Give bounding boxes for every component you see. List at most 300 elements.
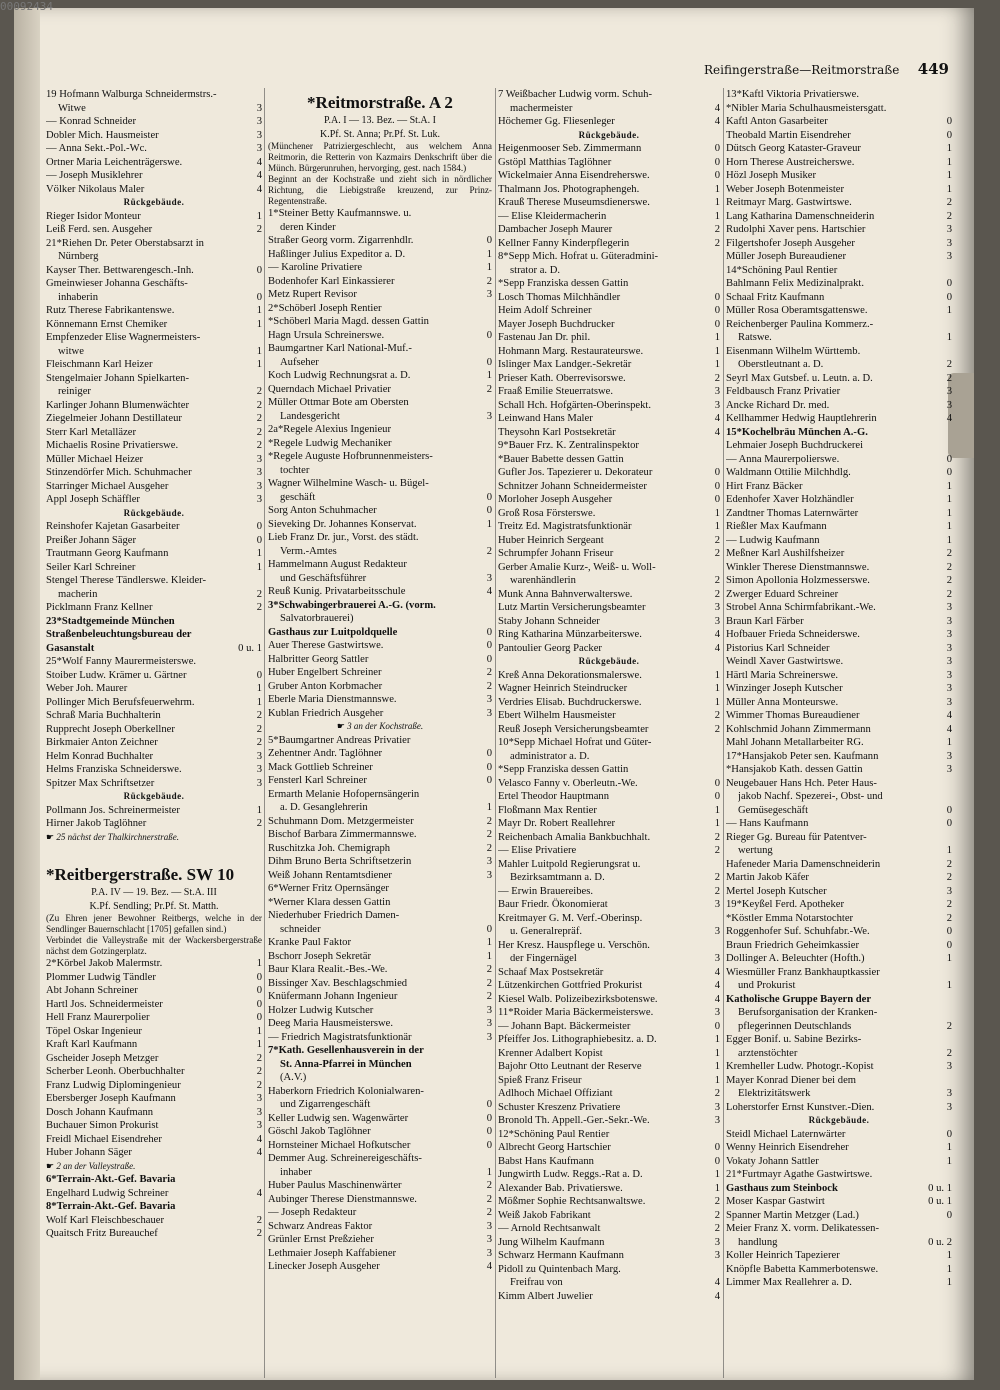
directory-entry <box>498 817 720 831</box>
directory-entry <box>726 1263 952 1277</box>
floor-number: 0 <box>714 467 720 478</box>
directory-entry <box>268 1044 492 1058</box>
floor-number: 0 <box>486 748 492 759</box>
entry-text: Gufler Jos. Tapezierer u. Dekorateur <box>498 467 653 478</box>
floor-number <box>948 102 952 116</box>
floor-number <box>488 464 492 478</box>
pointing-hand-icon: ☛ <box>46 1160 55 1171</box>
pointing-hand-icon: ☛ <box>336 721 345 731</box>
directory-entry <box>498 763 720 777</box>
entry-text: Stengel Therese Tändlerswe. Kleider- <box>46 575 207 586</box>
entry-text: inhaber <box>280 1166 312 1178</box>
directory-entry <box>726 1195 952 1209</box>
directory-entry <box>268 828 492 842</box>
directory-entry <box>268 1193 492 1207</box>
directory-entry <box>498 979 720 993</box>
entry-text: Querndach Michael Privatier <box>268 383 391 395</box>
entry-text: Müller Joseph Bureaudiener <box>726 251 847 262</box>
floor-number: 1 <box>946 1142 952 1153</box>
directory-entry <box>498 1249 720 1263</box>
directory-entry <box>268 923 492 937</box>
directory-entry <box>46 669 262 683</box>
floor-number: 3 <box>714 1250 720 1261</box>
floor-number: 1 <box>946 143 952 154</box>
floor-number: 3 <box>486 869 492 881</box>
floor-number: 4 <box>946 723 952 735</box>
entry-text: Schaaf Max Postsekretär <box>498 966 604 978</box>
floor-number: 2 <box>486 842 492 854</box>
floor-number <box>948 264 952 278</box>
directory-entry <box>46 547 262 561</box>
column-1 <box>46 88 262 1241</box>
binding-gutter <box>14 8 40 1380</box>
floor-number: 3 <box>946 399 952 411</box>
floor-number: 1 <box>946 1263 952 1275</box>
entry-text: Pistorius Karl Schneider <box>726 642 830 654</box>
directory-entry <box>498 898 720 912</box>
floor-number: 2 <box>714 372 720 384</box>
directory-entry <box>46 237 262 251</box>
entry-text: Dollinger A. Beleuchter (Hofth.) <box>726 953 865 964</box>
directory-entry <box>46 210 262 224</box>
directory-entry <box>498 723 720 737</box>
directory-entry <box>268 1058 492 1072</box>
floor-number: 1 <box>714 210 720 222</box>
floor-number: 0 <box>486 1139 492 1151</box>
entry-text: *Sepp Franziska dessen Gattin <box>498 764 629 775</box>
entry-text: Müller Rosa Oberamtsgattenswe. <box>726 305 868 316</box>
directory-entry <box>498 304 720 318</box>
directory-entry <box>268 234 492 248</box>
floor-number: 1 <box>714 183 720 195</box>
floor-number: 1 <box>946 953 952 964</box>
entry-text: Göschl Jakob Taglöhner <box>268 1126 371 1137</box>
floor-number <box>716 939 720 953</box>
directory-entry <box>268 707 492 721</box>
street-route: Beginnt an der Kochstraße und zieht sich in nördlicher Richtung, die Liebigstraße kreuzend, zur Prinz-Regentenstraße. <box>268 174 492 206</box>
directory-entry <box>46 453 262 467</box>
floor-number: 0 <box>946 129 952 141</box>
directory-entry <box>46 655 262 669</box>
directory-entry <box>268 1031 492 1045</box>
entry-text: Kreitmayer G. M. Verf.-Oberinsp. <box>498 912 643 924</box>
floor-number: 0 <box>256 264 262 276</box>
floor-number: 0 <box>946 467 952 478</box>
floor-number: 3 <box>714 1007 720 1018</box>
entry-text: Helms Franziska Schneiderswe. <box>46 764 182 775</box>
floor-number: 0 <box>946 453 952 465</box>
floor-number: 0 <box>486 356 492 368</box>
entry-text: Hofbauer Frieda Schneiderswe. <box>726 629 860 640</box>
floor-number: 2 <box>714 534 720 546</box>
entry-text: Spanner Martin Metzger (Lad.) <box>726 1209 859 1221</box>
directory-entry <box>726 1020 952 1034</box>
floor-number: 4 <box>714 413 720 424</box>
directory-entry <box>498 453 720 467</box>
entry-text: jakob Nachf. Spezerei-, Obst- und <box>738 791 883 802</box>
floor-number <box>488 1085 492 1099</box>
directory-entry <box>46 588 262 602</box>
entry-text: Treitz Ed. Magistratsfunktionär <box>498 521 632 532</box>
entry-text: Feldbausch Franz Privatier <box>726 386 841 397</box>
entry-text: wertung <box>738 845 773 856</box>
floor-number: 3 <box>946 696 952 708</box>
directory-entry <box>46 601 262 615</box>
entry-text: Kimm Albert Juwelier <box>498 1290 593 1302</box>
note-text: 2 an der Valleystraße. <box>56 1160 136 1171</box>
floor-number: 2 <box>256 602 262 613</box>
entry-text: Empfenzeder Elise Wagnermeisters- <box>46 332 201 343</box>
floor-number <box>948 318 952 332</box>
entry-text: Thalmann Jos. Photographengeh. <box>498 183 640 195</box>
floor-number: 2 <box>714 1196 720 1207</box>
directory-entry <box>268 248 492 262</box>
floor-number <box>488 558 492 572</box>
directory-entry <box>268 869 492 883</box>
entry-text: — Elise Kleidermacherin <box>498 210 607 222</box>
directory-entry <box>498 844 720 858</box>
entry-text: Babst Hans Kaufmann <box>498 1155 594 1167</box>
floor-number: 0 <box>714 170 720 181</box>
floor-number: 2 <box>946 588 952 600</box>
entry-text: Verdries Elisab. Buchdruckerswe. <box>498 696 642 708</box>
directory-entry <box>268 963 492 977</box>
directory-entry <box>498 696 720 710</box>
entry-text: Wagner Wilhelmine Wasch- u. Bügel- <box>268 478 429 489</box>
directory-entry <box>726 237 952 251</box>
floor-number: 3 <box>486 410 492 422</box>
directory-entry <box>268 356 492 370</box>
directory-entry <box>268 896 492 910</box>
floor-number: 2 <box>714 845 720 856</box>
directory-entry <box>268 1071 492 1085</box>
entry-text: Koller Heinrich Tapezierer <box>726 1250 840 1261</box>
floor-number: 3 <box>946 224 952 235</box>
entry-text: Hornsteiner Michael Hofkutscher <box>268 1139 411 1151</box>
floor-number: 1 <box>714 1074 720 1086</box>
entry-text: Jungwirth Ludw. Reggs.-Rat a. D. <box>498 1169 643 1180</box>
entry-text: Salvatorbrauerei) <box>280 613 354 624</box>
entry-text: Müller Anna Monteurswe. <box>726 696 839 708</box>
entry-text: Appl Joseph Schäffler <box>46 494 140 505</box>
directory-entry <box>268 1247 492 1261</box>
floor-number: 3 <box>946 885 952 897</box>
floor-number: 0 <box>946 291 952 303</box>
entry-text: Mahler Luitpold Regierungsrat u. <box>498 858 641 870</box>
directory-entry <box>498 1222 720 1236</box>
floor-number: 2 <box>256 413 262 424</box>
directory-entry <box>268 531 492 545</box>
floor-number: 1 <box>486 370 492 381</box>
directory-entry <box>726 709 952 723</box>
floor-number: 4 <box>714 980 720 991</box>
directory-entry <box>726 925 952 939</box>
floor-number <box>716 736 720 750</box>
directory-entry <box>726 696 952 710</box>
directory-entry <box>726 196 952 210</box>
floor-number <box>488 450 492 464</box>
entry-text: Kiesel Walb. Polizeibezirksbotenswe. <box>498 993 658 1005</box>
directory-entry <box>726 1222 952 1236</box>
directory-entry <box>498 669 720 683</box>
directory-entry <box>46 763 262 777</box>
floor-number: 1 <box>486 950 492 962</box>
directory-entry <box>726 534 952 548</box>
directory-entry <box>46 709 262 723</box>
entry-text: Berufsorganisation der Kranken- <box>738 1007 878 1018</box>
directory-entry <box>498 1141 720 1155</box>
floor-number: 2 <box>946 359 952 370</box>
directory-entry <box>498 1195 720 1209</box>
directory-entry <box>498 1128 720 1142</box>
floor-number: 1 <box>486 1166 492 1178</box>
floor-number: 2 <box>486 977 492 989</box>
entry-text: 7 Weißbacher Ludwig vorm. Schuh- <box>498 89 652 100</box>
entry-text: *Sepp Franziska dessen Gattin <box>498 278 629 289</box>
entry-list <box>268 734 492 1274</box>
entry-text: Her Kresz. Hauspflege u. Verschön. <box>498 939 650 951</box>
entry-text: Kranke Paul Faktor <box>268 937 351 948</box>
floor-number: 0 u. 1 <box>928 1196 952 1207</box>
entry-text: Schrumpfer Johann Friseur <box>498 548 614 559</box>
directory-entry <box>726 412 952 426</box>
floor-number: 1 <box>256 804 262 816</box>
floor-number: 3 <box>714 602 720 613</box>
directory-entry <box>46 399 262 413</box>
entry-text: Müller Michael Heizer <box>46 453 144 465</box>
floor-number: 3 <box>256 102 262 114</box>
directory-entry <box>46 426 262 440</box>
entry-text: Krauß Therese Museumsdienerswe. <box>498 197 650 208</box>
entry-text: Koch Ludwig Rechnungsrat a. D. <box>268 370 411 381</box>
entry-text: Baur Klara Realit.-Bes.-We. <box>268 964 388 975</box>
column-3 <box>498 88 720 1303</box>
floor-number: 1 <box>256 958 262 969</box>
directory-entry <box>268 207 492 221</box>
directory-entry <box>726 426 952 440</box>
entry-text: Fastenau Jan Dr. phil. <box>498 332 591 343</box>
floor-number: 2 <box>256 588 262 600</box>
directory-entry <box>268 558 492 572</box>
floor-number: 3 <box>256 116 262 127</box>
entry-text: Zwerger Eduard Schreiner <box>726 588 839 600</box>
directory-entry <box>268 396 492 410</box>
floor-number: 1 <box>714 345 720 357</box>
entry-text: handlung <box>738 1236 778 1248</box>
entry-text: Kohlschmid Johann Zimmermann <box>726 723 871 735</box>
directory-entry <box>268 855 492 869</box>
entry-text: Völker Nikolaus Maler <box>46 183 145 195</box>
floor-number: 3 <box>486 707 492 719</box>
floor-number: 2 <box>714 548 720 559</box>
floor-number <box>948 1222 952 1236</box>
floor-number: 2 <box>714 831 720 843</box>
directory-entry <box>46 304 262 318</box>
directory-entry <box>726 1060 952 1074</box>
entry-text: Kremheller Ludw. Photogr.-Kopist <box>726 1061 874 1072</box>
floor-number: 0 <box>946 804 952 816</box>
entry-text: 5*Baumgartner Andreas Privatier <box>268 734 411 746</box>
entry-text: Weiß Jakob Fabrikant <box>498 1209 591 1221</box>
entry-text: Reuß Joseph Versicherungsbeamter <box>498 723 649 735</box>
floor-number <box>258 1200 262 1214</box>
scan-id: 00092434 <box>0 0 53 13</box>
directory-entry <box>498 939 720 953</box>
entry-text: 8*Terrain-Akt.-Gef. Bavaria <box>46 1201 176 1212</box>
entry-text: Gscheider Joseph Metzger <box>46 1052 159 1064</box>
directory-entry <box>726 885 952 899</box>
directory-entry <box>726 547 952 561</box>
directory-entry <box>498 628 720 642</box>
entry-text: Ruschitzka Joh. Chemigraph <box>268 842 391 854</box>
entry-text: Aubinger Therese Dienstmannswe. <box>268 1193 417 1205</box>
entry-text: Seyrl Max Gutsbef. u. Leutn. a. D. <box>726 372 873 384</box>
directory-entry <box>498 156 720 170</box>
floor-number <box>258 615 262 629</box>
entry-text: Pollmann Jos. Schreinermeister <box>46 804 180 816</box>
directory-entry <box>726 763 952 777</box>
section-label: Rückgebäude. <box>123 197 185 207</box>
entry-text: Hözl Joseph Musiker <box>726 170 817 181</box>
entry-list <box>46 88 262 831</box>
directory-entry <box>726 466 952 480</box>
floor-number: 1 <box>946 980 952 991</box>
entry-text: Ertel Theodor Hauptmann <box>498 791 610 802</box>
floor-number: 1 <box>714 696 720 708</box>
directory-entry <box>498 277 720 291</box>
floor-number: 2 <box>714 588 720 600</box>
directory-entry <box>726 493 952 507</box>
floor-number: 2 <box>256 1079 262 1091</box>
directory-entry <box>498 574 720 588</box>
directory-entry <box>498 115 720 129</box>
directory-entry <box>726 1249 952 1263</box>
directory-entry <box>726 453 952 467</box>
directory-entry <box>726 682 952 696</box>
entry-text: Schwarz Andreas Faktor <box>268 1220 373 1232</box>
entry-text: Engelhard Ludwig Schreiner <box>46 1187 169 1199</box>
entry-text: Leiß Ferd. sen. Ausgeher <box>46 224 153 235</box>
directory-entry <box>726 871 952 885</box>
directory-entry <box>726 1276 952 1290</box>
entry-text: Verm.-Amtes <box>280 545 337 557</box>
directory-entry <box>498 331 720 345</box>
floor-number: 2 <box>256 1052 262 1064</box>
entry-text: Spieß Franz Friseur <box>498 1074 582 1086</box>
floor-number: 0 <box>714 791 720 802</box>
floor-number: 2 <box>946 372 952 384</box>
directory-entry <box>498 777 720 791</box>
entry-text: Höchemer Gg. Fliesenleger <box>498 116 615 127</box>
entry-text: 6*Terrain-Akt.-Gef. Bavaria <box>46 1174 176 1185</box>
directory-entry <box>46 615 262 629</box>
directory-entry <box>498 885 720 899</box>
entry-text: Krenner Adalbert Kopist <box>498 1047 603 1059</box>
entry-text: machermeister <box>510 102 573 114</box>
entry-text: Demmer Aug. Schreinereigeschäfts- <box>268 1153 422 1164</box>
directory-entry <box>46 750 262 764</box>
entry-text: tochter <box>280 464 310 476</box>
directory-entry <box>46 817 262 831</box>
floor-number: 2 <box>714 1088 720 1099</box>
entry-text: Moser Kaspar Gastwirt <box>726 1196 825 1207</box>
entry-text: Gstöpl Matthias Taglöhner <box>498 156 612 168</box>
floor-number: 3 <box>946 656 952 667</box>
floor-number: 3 <box>946 1088 952 1099</box>
directory-entry <box>46 957 262 971</box>
directory-entry <box>498 534 720 548</box>
entry-text: Hirner Jakob Taglöhner <box>46 818 147 829</box>
entry-text: 1*Steiner Betty Kaufmannswe. u. <box>268 208 412 219</box>
directory-entry <box>46 372 262 386</box>
directory-page <box>14 8 974 1380</box>
entry-text: Neugebauer Hans Hch. Peter Haus- <box>726 777 877 789</box>
floor-number: 3 <box>946 615 952 627</box>
entry-text: *Hansjakob Kath. dessen Gattin <box>726 764 863 775</box>
entry-text: Mayer Konrad Diener bei dem <box>726 1074 857 1086</box>
floor-number: 0 <box>486 1099 492 1110</box>
directory-entry <box>46 520 262 534</box>
floor-number: 2 <box>486 275 492 287</box>
entry-text: Starringer Michael Ausgeher <box>46 480 169 492</box>
entry-text: Knüfermann Johann Ingenieur <box>268 991 398 1002</box>
entry-text: Kreß Anna Dekorationsmalerswe. <box>498 669 642 681</box>
section-label: Rückgebäude. <box>808 1115 870 1125</box>
directory-entry <box>726 601 952 615</box>
directory-entry <box>498 993 720 1007</box>
entry-text: Alexander Bab. Privatierswe. <box>498 1182 623 1194</box>
floor-number: 1 <box>256 696 262 708</box>
directory-entry <box>498 223 720 237</box>
floor-number <box>948 993 952 1007</box>
entry-text: Theobald Martin Eisendreher <box>726 129 851 141</box>
directory-entry <box>726 723 952 737</box>
floor-number: 1 <box>256 359 262 370</box>
directory-entry <box>726 1101 952 1115</box>
directory-entry <box>46 250 262 264</box>
entry-text: schneider <box>280 923 321 935</box>
directory-entry <box>46 628 262 642</box>
floor-number: 3 <box>256 1093 262 1104</box>
floor-number: 1 <box>946 1250 952 1261</box>
directory-entry <box>498 291 720 305</box>
entry-text: Hirt Franz Bäcker <box>726 480 803 492</box>
entry-text: Eberle Maria Dienstmannswe. <box>268 694 397 705</box>
floor-number: 2 <box>714 1209 720 1221</box>
entry-text: Lethmaier Joseph Kaffabiener <box>268 1247 397 1259</box>
directory-entry <box>268 1017 492 1031</box>
directory-entry <box>268 977 492 991</box>
entry-text: Rupprecht Joseph Oberkellner <box>46 723 175 735</box>
directory-entry <box>268 369 492 383</box>
floor-number: 4 <box>714 642 720 654</box>
entry-text: Rießler Max Kaufmann <box>726 521 827 532</box>
entry-text: Ring Katharina Münzarbeiterswe. <box>498 629 642 640</box>
floor-number: 2 <box>486 1207 492 1218</box>
entry-text: Losch Thomas Milchhändler <box>498 291 621 303</box>
floor-number: 3 <box>256 453 262 465</box>
floor-number: 2 <box>946 1020 952 1032</box>
directory-entry <box>498 709 720 723</box>
entry-text: — Joseph Musiklehrer <box>46 170 143 181</box>
directory-entry <box>268 288 492 302</box>
directory-entry <box>46 1065 262 1079</box>
floor-number: 2 <box>714 575 720 586</box>
entry-text: Albrecht Georg Hartschier <box>498 1142 611 1153</box>
directory-entry <box>726 372 952 386</box>
directory-entry <box>498 466 720 480</box>
floor-number: 0 <box>256 971 262 983</box>
